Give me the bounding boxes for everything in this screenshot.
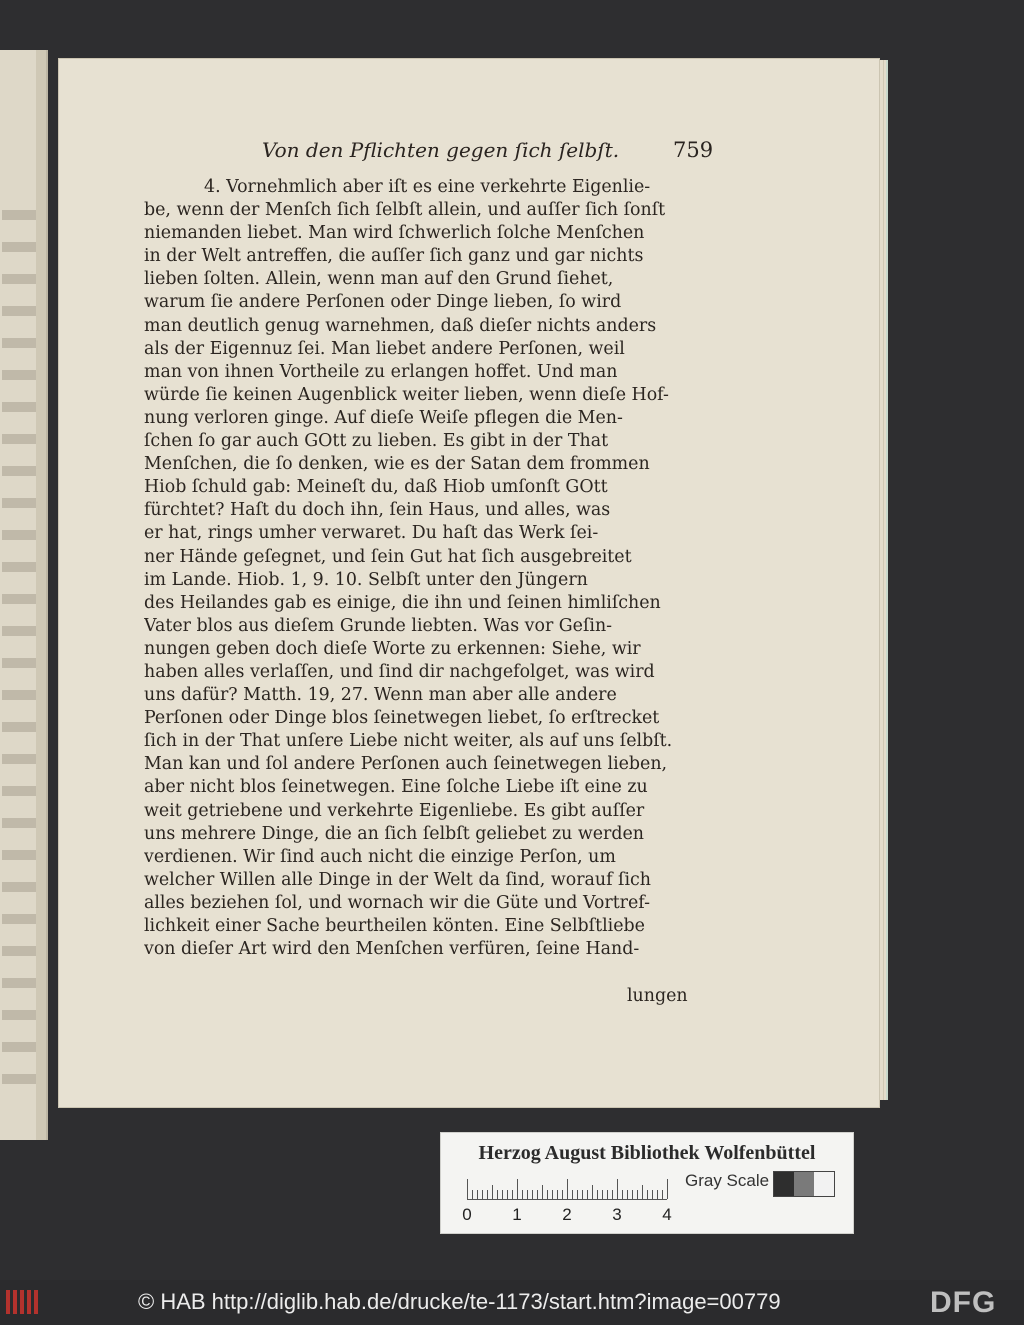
ruler-tick — [577, 1190, 578, 1199]
text-line: des Heilandes gab es einige, die ihn und ſeinen himliſchen — [144, 592, 661, 613]
ruler-tick — [652, 1190, 653, 1199]
text-line: lichkeit einer Sache beurtheilen könten. Eine Selbſtliebe — [144, 916, 645, 936]
text-line: lieben ſolten. Allein, wenn man auf den Grund ſiehet, — [144, 269, 614, 290]
logo-bar — [13, 1290, 17, 1314]
text-line: ner Hände geſegnet, und ſein Gut hat ſich ausgebreitet — [144, 546, 632, 567]
text-line: Perſonen oder Dinge blos ſeinetwegen liebet, ſo erſtrecket — [144, 708, 660, 729]
previous-page-edge — [0, 50, 48, 1140]
ruler-tick — [562, 1190, 563, 1199]
text-line: warum ſie andere Perſonen oder Dinge lieben, ſo wird — [144, 292, 622, 313]
text-line: er hat, rings umher verwaret. Du haſt das Werk ſei- — [144, 523, 599, 544]
ruler-label: 1 — [512, 1205, 522, 1224]
ruler-tick — [532, 1190, 533, 1199]
ruler-tick — [647, 1190, 648, 1199]
text-line: im Lande. Hiob. 1, 9. 10. Selbſt unter den Jüngern — [144, 569, 588, 590]
text-line: aber nicht blos ſeinetwegen. Eine ſolche Liebe iſt eine zu — [144, 777, 648, 798]
ruler-label: 2 — [562, 1205, 572, 1224]
text-line: 4. Vornehmlich aber iſt es eine verkehrte Eigenlie- — [204, 177, 651, 197]
page-gutter — [36, 50, 46, 1140]
text-line: man von ihnen Vortheile zu erlangen hoffet. Und man — [144, 361, 618, 382]
ruler-tick — [482, 1190, 483, 1199]
show-through-marks — [2, 210, 36, 1106]
text-line: verdienen. Wir ſind auch nicht die einzige Perſon, um — [144, 846, 616, 867]
text-line: man deutlich genug warnehmen, daß dieſer nichts anders — [144, 315, 657, 336]
ruler-tick — [477, 1190, 478, 1199]
text-line: nung verloren ginge. Auf dieſe Weiſe pflegen die Men- — [144, 407, 623, 428]
ruler-tick — [632, 1190, 633, 1199]
text-line: würde ſie keinen Augenblick weiter lieben, wenn dieſe Hof- — [144, 384, 669, 405]
dfg-logo: DFG — [930, 1286, 997, 1319]
ruler-tick — [567, 1179, 568, 1199]
text-line: haben alles verlaſſen, und ſind dir nachgefolget, was wird — [144, 661, 655, 682]
ruler-tick — [522, 1190, 523, 1199]
text-line: fürchtet? Haſt du doch ihn, ſein Haus, und alles, was — [144, 500, 611, 521]
ruler-tick — [492, 1185, 493, 1199]
color-target-card — [440, 1132, 854, 1234]
text-line: niemanden liebet. Man wird ſchwerlich ſolche Menſchen — [144, 223, 645, 244]
text-line: uns mehrere Dinge, die an ſich ſelbſt geliebet zu werden — [144, 823, 644, 844]
text-line: als der Eigennuz ſei. Man liebet andere Perſonen, weil — [144, 338, 625, 359]
text-line: weit getriebene und verkehrte Eigenliebe. Es gibt auſſer — [144, 800, 645, 821]
catchword: lungen — [627, 986, 688, 1006]
text-line: Vater blos aus dieſem Grunde liebten. Was vor Geſin- — [144, 615, 613, 636]
running-header: Von den Pflichten gegen ſich ſelbſt. — [262, 138, 620, 162]
text-line: alles beziehen ſol, und wornach wir die Güte und Vortref- — [144, 892, 650, 913]
hab-logo-icon — [6, 1290, 38, 1314]
ruler-tick — [617, 1179, 618, 1199]
ruler-tick — [662, 1190, 663, 1199]
page-body-text — [144, 176, 704, 961]
ruler-tick — [472, 1190, 473, 1199]
ruler-tick — [602, 1190, 603, 1199]
gray-swatch — [794, 1172, 814, 1196]
ruler-tick — [637, 1190, 638, 1199]
logo-bar — [27, 1290, 31, 1314]
text-line: Man kan und ſol andere Perſonen auch ſeinetwegen lieben, — [144, 754, 668, 775]
ruler-tick — [512, 1190, 513, 1199]
page-number: 759 — [673, 138, 714, 162]
text-line: Hiob ſchuld gab: Meineſt du, daß Hiob umſonſt GOtt — [144, 477, 608, 498]
gray-swatch — [774, 1172, 794, 1196]
text-line: Menſchen, die ſo denken, wie es der Satan dem frommen — [144, 454, 650, 475]
ruler-tick — [542, 1185, 543, 1199]
ruler-tick — [627, 1190, 628, 1199]
ruler-tick — [527, 1190, 528, 1199]
gray-swatch — [814, 1172, 834, 1196]
text-line: uns dafür? Matth. 19, 27. Wenn man aber alle andere — [144, 685, 617, 706]
gray-scale-label: Gray Scale — [685, 1171, 770, 1190]
footer-bar — [0, 1280, 1024, 1325]
ruler-tick — [502, 1190, 503, 1199]
ruler-tick — [642, 1185, 643, 1199]
logo-bar — [6, 1290, 10, 1314]
ruler-tick — [552, 1190, 553, 1199]
text-line: nungen geben doch dieſe Worte zu erkennen: Siehe, wir — [144, 638, 641, 659]
text-line: welcher Willen alle Dinge in der Welt da ſind, worauf ſich — [144, 869, 651, 890]
ruler-tick — [517, 1179, 518, 1199]
copyright-url[interactable]: © HAB http://diglib.hab.de/drucke/te-1173/start.htm?image=00779 — [138, 1289, 781, 1314]
ruler-tick — [507, 1190, 508, 1199]
ruler-tick — [592, 1185, 593, 1199]
gray-scale-swatches — [773, 1171, 835, 1197]
ruler-label: 3 — [612, 1205, 622, 1224]
ruler-tick — [587, 1190, 588, 1199]
text-line: von dieſer Art wird den Menſchen verfüren, ſeine Hand- — [144, 939, 640, 960]
ruler-tick — [547, 1190, 548, 1199]
ruler-tick — [622, 1190, 623, 1199]
ruler-tick — [537, 1190, 538, 1199]
ruler-tick — [597, 1190, 598, 1199]
ruler-tick — [487, 1190, 488, 1199]
ruler-tick — [657, 1190, 658, 1199]
ruler-tick — [582, 1190, 583, 1199]
ruler-tick — [612, 1190, 613, 1199]
ruler-tick — [557, 1190, 558, 1199]
ruler-label: 0 — [462, 1205, 472, 1224]
text-line: be, wenn der Menſch ſich ſelbſt allein, und auſſer ſich ſonſt — [144, 200, 666, 221]
text-line: ſich in der That unſere Liebe nicht weiter, als auf uns ſelbſt. — [144, 731, 673, 752]
scale-ruler — [467, 1179, 667, 1200]
ruler-tick — [572, 1190, 573, 1199]
ruler-tick — [607, 1190, 608, 1199]
text-line: in der Welt antreffen, die auſſer ſich ganz und gar nichts — [144, 246, 644, 267]
logo-bar — [34, 1290, 38, 1314]
library-name: Herzog August Bibliothek Wolfenbüttel — [478, 1142, 816, 1164]
ruler-tick — [467, 1179, 468, 1199]
logo-bar — [20, 1290, 24, 1314]
ruler-label: 4 — [662, 1205, 672, 1224]
ruler-tick — [497, 1190, 498, 1199]
text-line: ſchen ſo gar auch GOtt zu lieben. Es gibt in der That — [144, 431, 609, 452]
ruler-labels — [462, 1205, 687, 1227]
ruler-tick — [667, 1179, 668, 1199]
